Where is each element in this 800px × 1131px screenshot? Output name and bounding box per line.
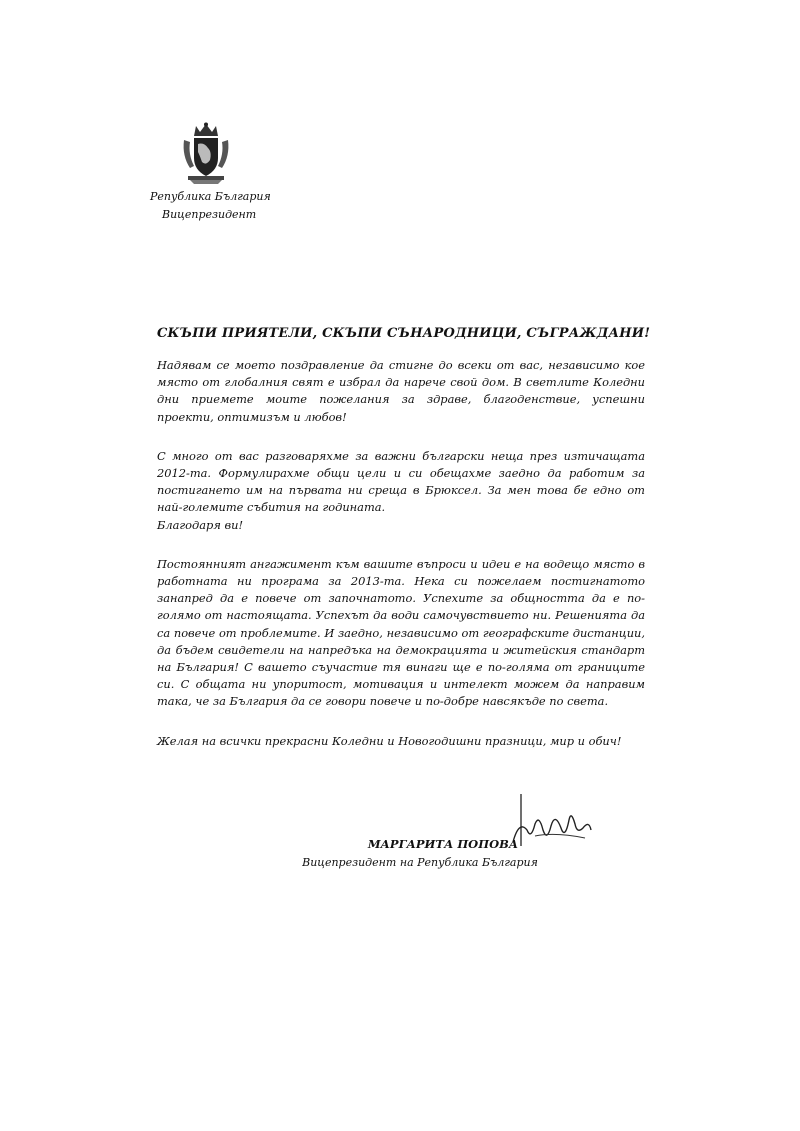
paragraph-4: Желая на всички прекрасни Коледни и Новогодишни празници, мир и обич! [157,733,622,748]
paragraph-2: С много от вас разговаряхме за важни български неща през изтичащата 2012-та. Формулирахме общи цели и си обещахме заедно да работим за постигането им на първата ни среща в Брюксел. За мен това бе едно от най-големите събития на годината. [157,448,645,515]
greeting: СКЪПИ ПРИЯТЕЛИ, СКЪПИ СЪНАРОДНИЦИ, СЪГРАЖДАНИ! [157,326,651,341]
letter-body [157,326,651,772]
paragraph-3: Постоянният ангажимент към вашите въпроси и идеи е на водещо място в работната ни програма за 2013-та. Нека си пожелаем постигнатото занапред да е повече от започнатото. Успехите за общността да е по-голямо от настоящата. Успехът да води самочувствието ни. Решенията да са повече от проблемите. И заедно, независимо от географските дистанции, да бъдем свидетели на напредъка на демокрацията и житейския стандарт на България! С вашето съучастие тя винаги ще е по-голяма от границите си. С общата ни упоритост, мотивация и интелект можем да направим така, че за България да се говори повече и по-добре навсякъде по света. [157,556,645,709]
coat-of-arms-icon [178,122,234,184]
issuer-office: Вицепрезидент [162,208,257,221]
signatory-title: Вицепрезидент на Република България [302,856,538,869]
issuer-block [150,188,290,224]
issuer-country: Република България [150,190,271,203]
paragraph-1: Надявам се моето поздравление да стигне до всеки от вас, независимо кое място от глобалния свят е избрал да нарече свой дом. В светлите Коледни дни приемете моите пожелания за здраве, благоденствие, успешни проекти, оптимизъм и любов! [157,358,645,424]
signatory-name: МАРГАРИТА ПОПОВА [367,837,519,851]
thanks-line: Благодаря ви! [157,517,244,532]
